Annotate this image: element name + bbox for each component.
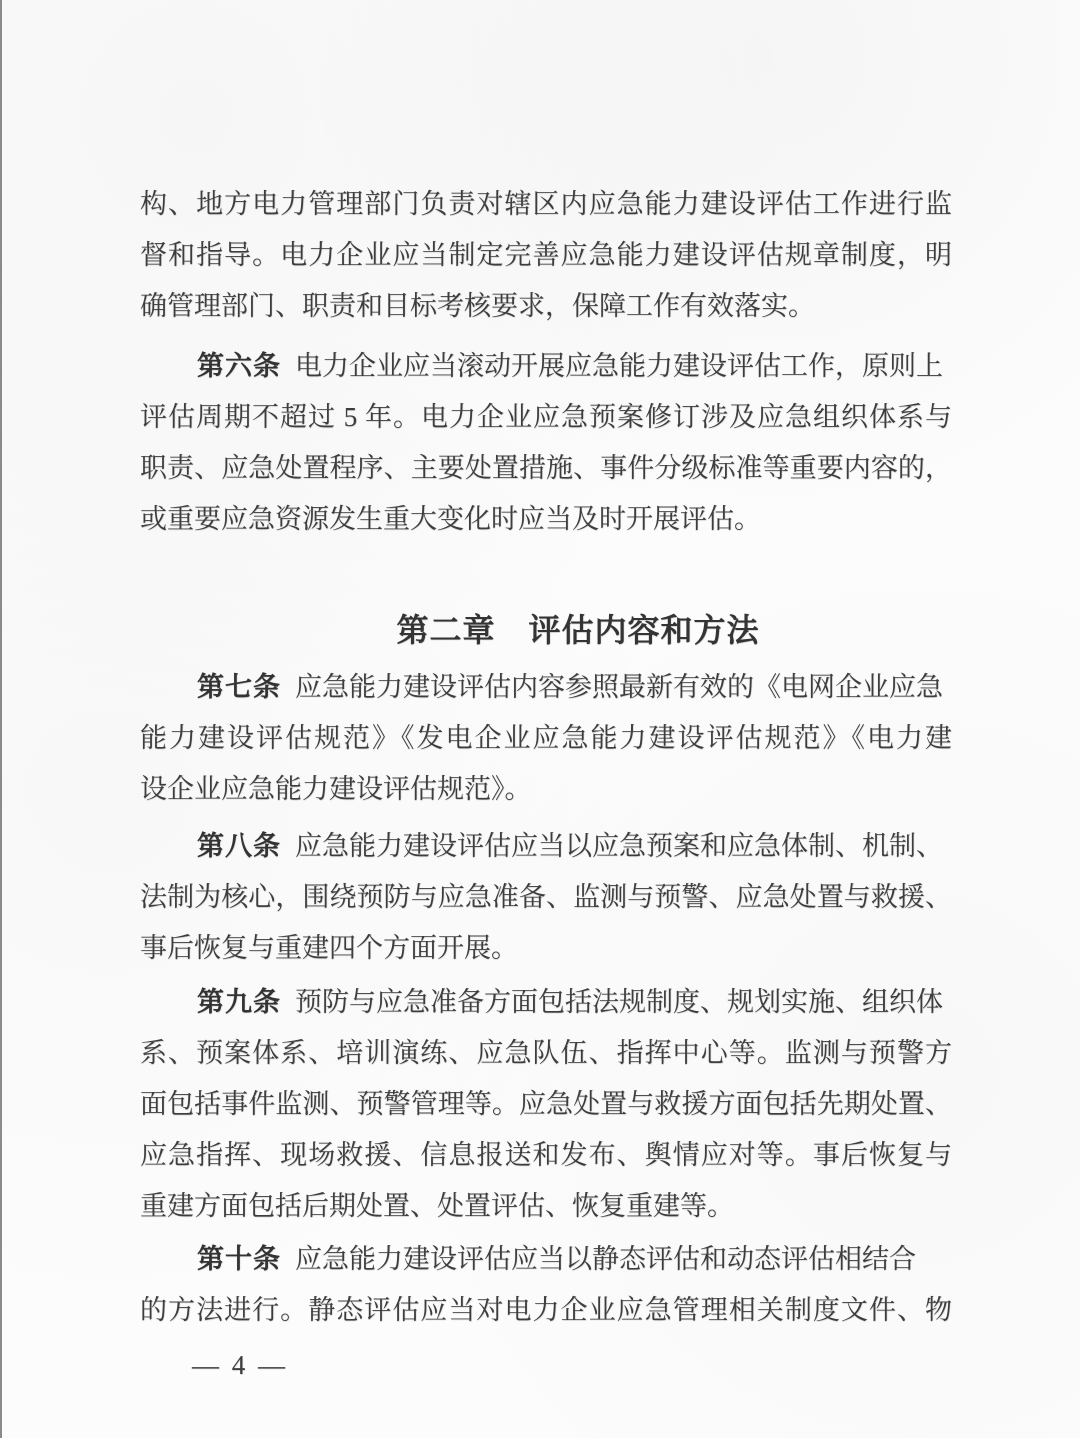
text-line: 职责、应急处置程序、主要处置措施、事件分级标准等重要内容的， xyxy=(140,453,952,483)
paragraph-article-8 xyxy=(140,821,952,974)
chapter-heading: 第二章 评估内容和方法 xyxy=(396,612,760,648)
article-number-label: 第十条 xyxy=(197,1244,281,1274)
article-first-line-text: 应急能力建设评估应当以应急预案和应急体制、机制、 xyxy=(295,831,943,861)
text-line: 或重要应急资源发生重大变化时应当及时开展评估。 xyxy=(140,504,761,534)
paragraph-article-9 xyxy=(140,977,952,1232)
article-first-line-text: 预防与应急准备方面包括法规制度、规划实施、组织体 xyxy=(295,987,943,1017)
text-line: 系、预案体系、培训演练、应急队伍、指挥中心等。监测与预警方 xyxy=(140,1038,952,1068)
text-line: 法制为核心，围绕预防与应急准备、监测与预警、应急处置与救援、 xyxy=(140,882,952,912)
article-first-line-text: 电力企业应当滚动开展应急能力建设评估工作，原则上 xyxy=(295,351,943,381)
text-line: 构、地方电力管理部门负责对辖区内应急能力建设评估工作进行监 xyxy=(140,189,952,219)
text-line: 设企业应急能力建设评估规范》。 xyxy=(140,774,532,804)
paragraph-article-7 xyxy=(140,662,952,815)
text-line: 确管理部门、职责和目标考核要求，保障工作有效落实。 xyxy=(140,291,815,321)
text-line xyxy=(140,821,952,872)
text-line: 重建方面包括后期处置、处置评估、恢复重建等。 xyxy=(140,1191,734,1221)
text-line xyxy=(140,662,952,713)
article-number-label: 第九条 xyxy=(197,987,281,1017)
article-first-line-text: 应急能力建设评估内容参照最新有效的《电网企业应急 xyxy=(295,672,943,702)
paragraph-article-10 xyxy=(140,1234,952,1336)
text-line: 评估周期不超过 5 年。电力企业应急预案修订涉及应急组织体系与 xyxy=(140,402,952,432)
article-number-label: 第八条 xyxy=(197,831,281,861)
text-line: 面包括事件监测、预警管理等。应急处置与救援方面包括先期处置、 xyxy=(140,1089,952,1119)
article-number-label: 第六条 xyxy=(197,351,281,381)
page-number: — 4 — xyxy=(192,1350,288,1380)
text-line: 事后恢复与重建四个方面开展。 xyxy=(140,933,518,963)
paragraph-continuation xyxy=(140,179,952,332)
paragraph-article-6 xyxy=(140,341,952,545)
text-line xyxy=(140,977,952,1028)
article-first-line-text: 应急能力建设评估应当以静态评估和动态评估相结合 xyxy=(295,1244,916,1274)
text-line: 能力建设评估规范》《发电企业应急能力建设评估规范》《电力建 xyxy=(140,723,952,753)
text-line xyxy=(140,1234,952,1285)
article-number-label: 第七条 xyxy=(197,672,281,702)
text-line: 应急指挥、现场救援、信息报送和发布、舆情应对等。事后恢复与 xyxy=(140,1140,952,1170)
text-line xyxy=(140,341,952,392)
text-line: 的方法进行。静态评估应当对电力企业应急管理相关制度文件、物 xyxy=(140,1295,952,1325)
text-line: 督和指导。电力企业应当制定完善应急能力建设评估规章制度，明 xyxy=(140,240,952,270)
